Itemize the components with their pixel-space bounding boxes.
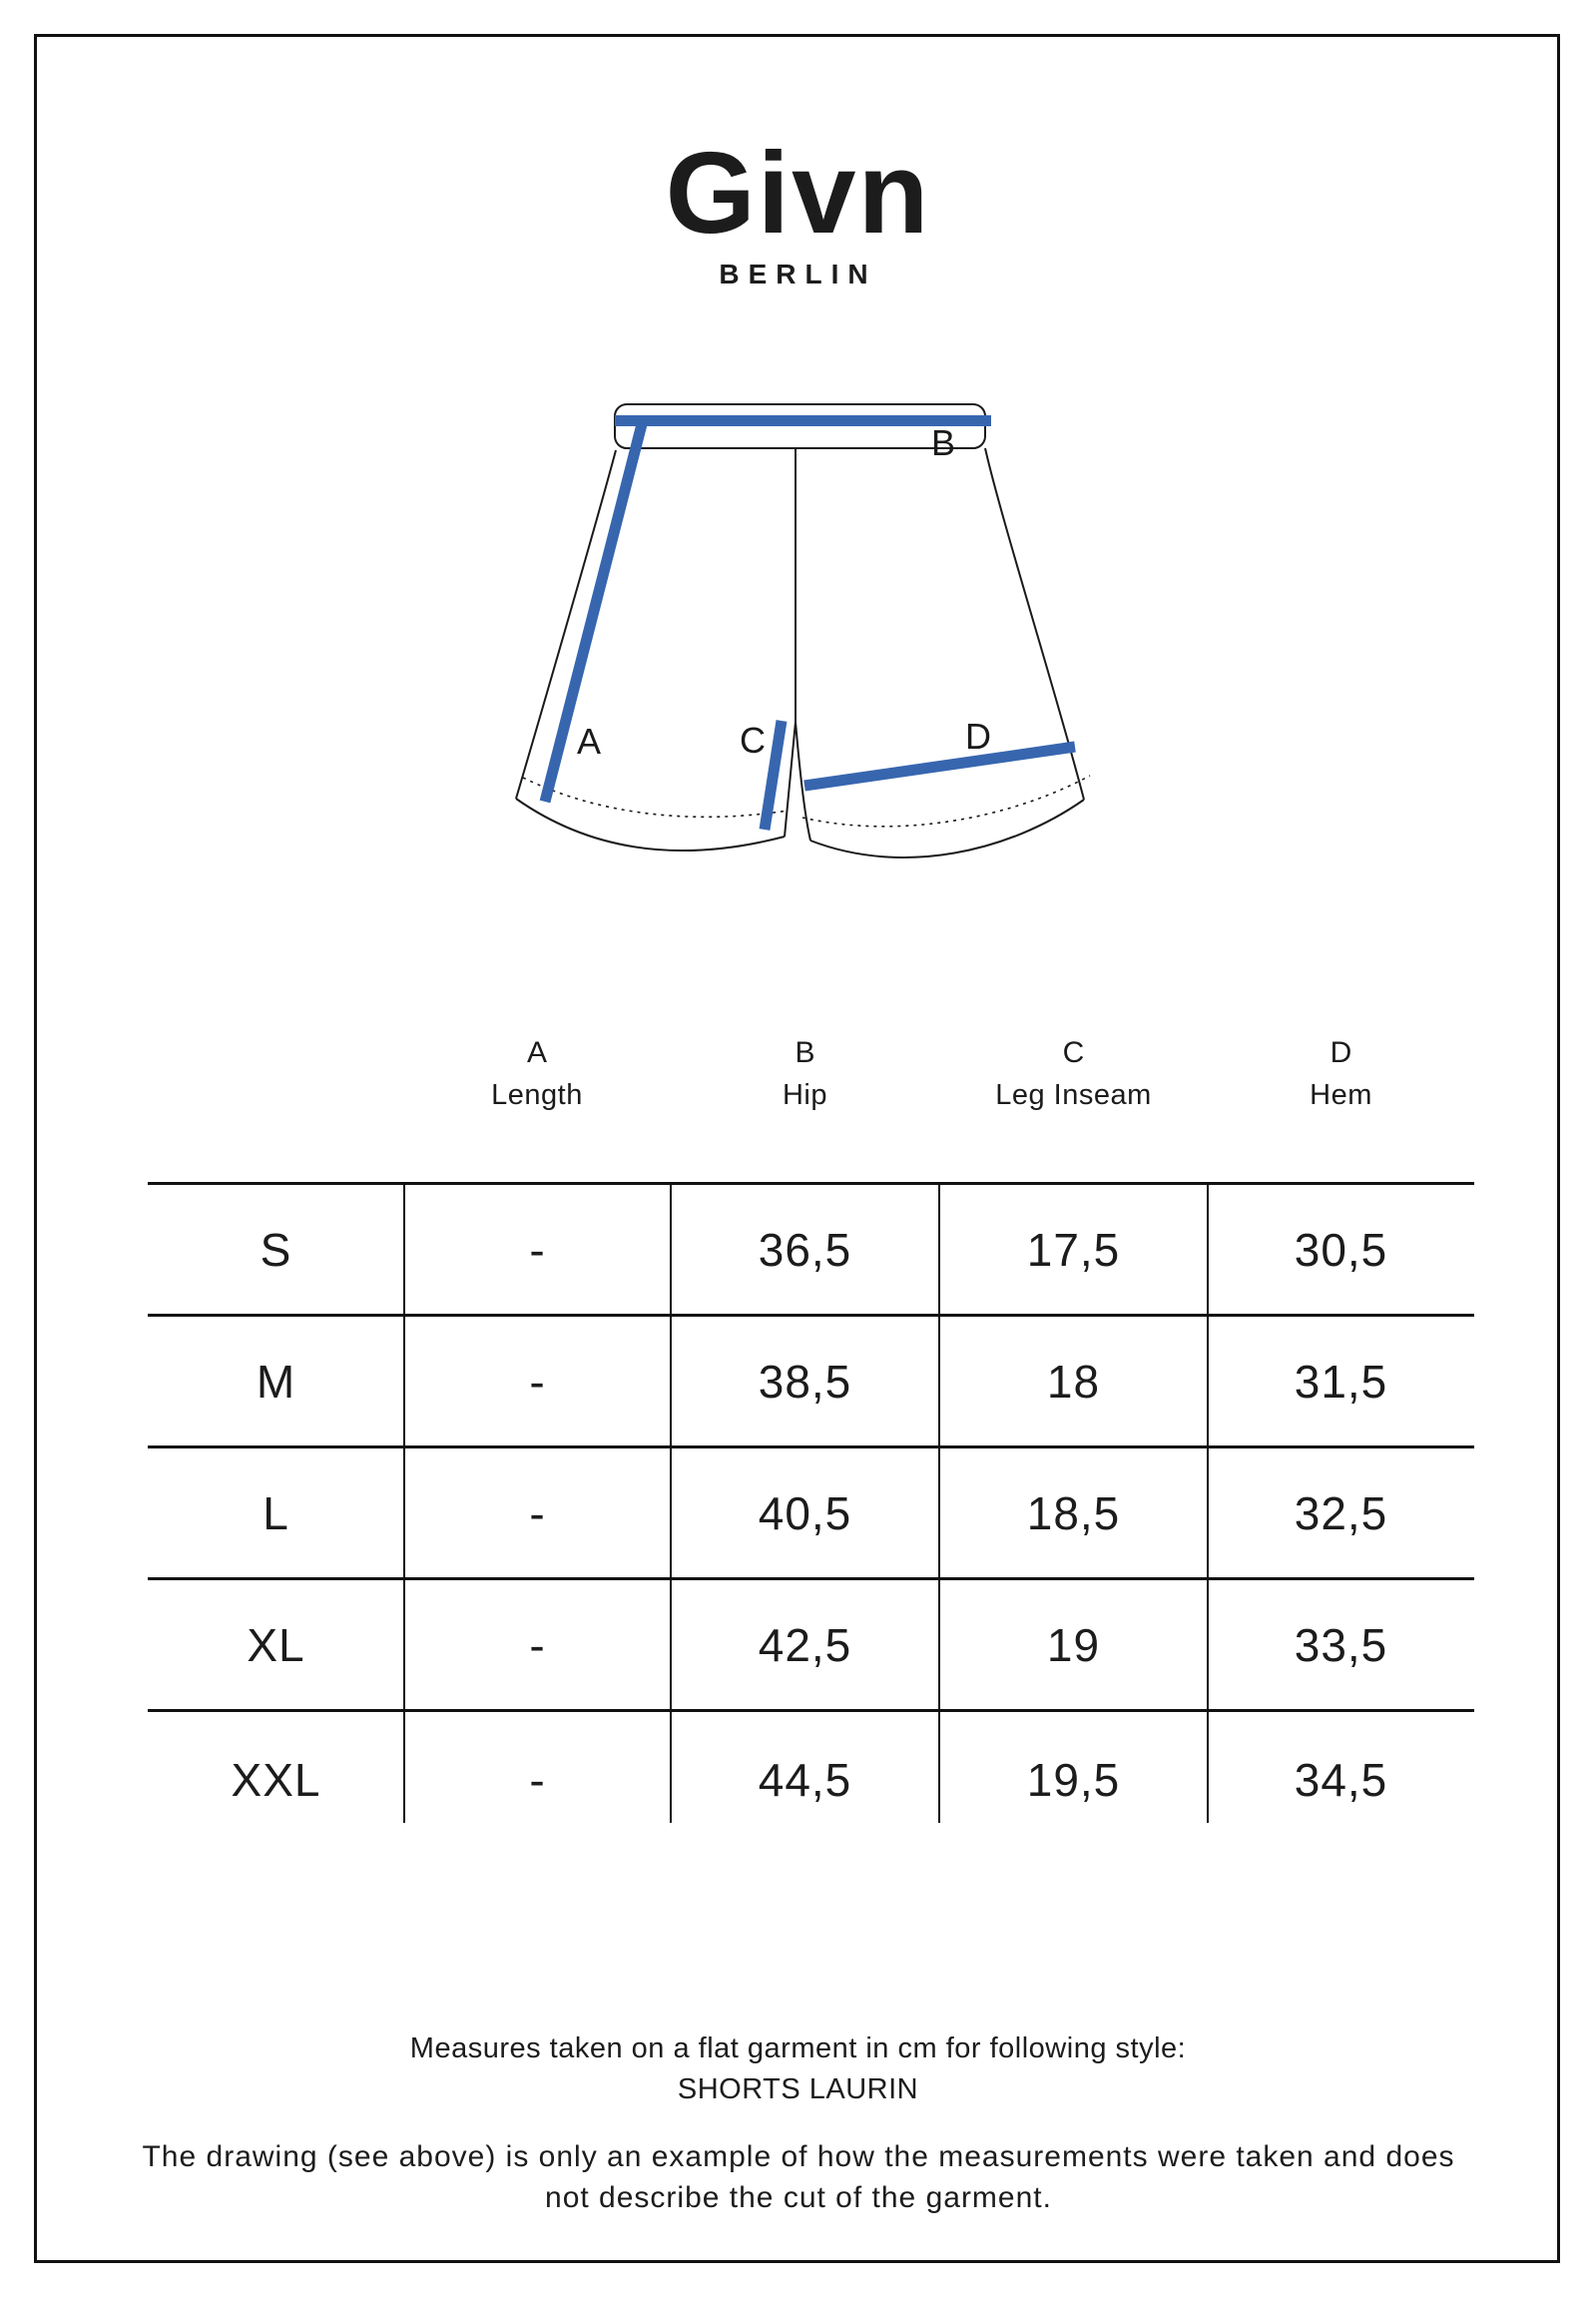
size-cell: S xyxy=(260,1223,292,1276)
disclaimer-line-2: not describe the cut of the garment. xyxy=(545,2181,1052,2214)
hip-value: 42,5 xyxy=(758,1618,852,1671)
measures-note-line: Measures taken on a flat garment in cm for following style: xyxy=(409,2032,1187,2064)
footer-measures-note xyxy=(0,2028,1596,2110)
size-cell: M xyxy=(256,1355,296,1408)
hip-value: 36,5 xyxy=(758,1223,852,1276)
column-label: Length xyxy=(491,1079,583,1111)
hem-value: 30,5 xyxy=(1294,1223,1388,1276)
table-row xyxy=(148,1185,1474,1314)
column-letter: B xyxy=(795,1036,815,1069)
column-label: Hip xyxy=(782,1079,827,1111)
diagram-label-c: C xyxy=(740,720,766,761)
length-value: - xyxy=(529,1618,546,1671)
size-cell: L xyxy=(263,1486,289,1539)
disclaimer-line-1: The drawing (see above) is only an example of how the measurements were taken and does xyxy=(142,2140,1455,2173)
left-leg-hem xyxy=(516,799,785,851)
leg-inseam-value: 18 xyxy=(1046,1355,1101,1408)
column-letter: A xyxy=(526,1036,547,1069)
measure-column-d xyxy=(1208,1036,1474,1112)
page-border-frame xyxy=(34,34,1560,2263)
length-value: - xyxy=(529,1355,546,1408)
column-letter: D xyxy=(1330,1036,1352,1069)
shorts-measurement-diagram xyxy=(449,379,1148,898)
measure-column-b xyxy=(671,1036,939,1112)
brand-logo: Givn xyxy=(665,128,931,258)
diagram-label-d: D xyxy=(965,716,991,757)
measure-line-d-hem xyxy=(804,747,1075,786)
table-row xyxy=(148,1712,1474,1848)
leg-inseam-value: 19 xyxy=(1046,1618,1101,1671)
right-leg-hem xyxy=(810,800,1084,858)
left-hem-stitch-dotted-line xyxy=(523,778,788,817)
length-value: - xyxy=(529,1486,546,1539)
diagram-label-a: A xyxy=(577,721,602,762)
hem-value: 33,5 xyxy=(1294,1618,1388,1671)
hip-value: 44,5 xyxy=(758,1754,852,1806)
hem-value: 34,5 xyxy=(1294,1754,1388,1806)
column-label: Leg Inseam xyxy=(995,1079,1152,1111)
length-value: - xyxy=(529,1754,546,1806)
table-row xyxy=(148,1317,1474,1445)
leg-inseam-value: 18,5 xyxy=(1026,1486,1121,1539)
left-inner-seam xyxy=(785,448,796,837)
length-value: - xyxy=(529,1223,546,1276)
table-row xyxy=(148,1448,1474,1577)
style-name: SHORTS LAURIN xyxy=(677,2073,919,2105)
hem-value: 32,5 xyxy=(1294,1486,1388,1539)
measure-columns-header xyxy=(403,1036,1474,1112)
table-row xyxy=(148,1580,1474,1709)
leg-inseam-value: 19,5 xyxy=(1026,1754,1121,1806)
measure-column-a xyxy=(403,1036,671,1112)
hem-value: 31,5 xyxy=(1294,1355,1388,1408)
hip-value: 40,5 xyxy=(758,1486,852,1539)
size-cell: XXL xyxy=(231,1754,321,1806)
size-cell: XL xyxy=(247,1618,305,1671)
hip-value: 38,5 xyxy=(758,1355,852,1408)
leg-inseam-value: 17,5 xyxy=(1026,1223,1121,1276)
footer-disclaimer xyxy=(55,2136,1542,2218)
diagram-label-b: B xyxy=(931,422,956,463)
measure-column-c xyxy=(939,1036,1208,1112)
column-label: Hem xyxy=(1310,1079,1372,1111)
brand-city: BERLIN xyxy=(719,259,877,289)
column-letter: C xyxy=(1062,1036,1085,1069)
